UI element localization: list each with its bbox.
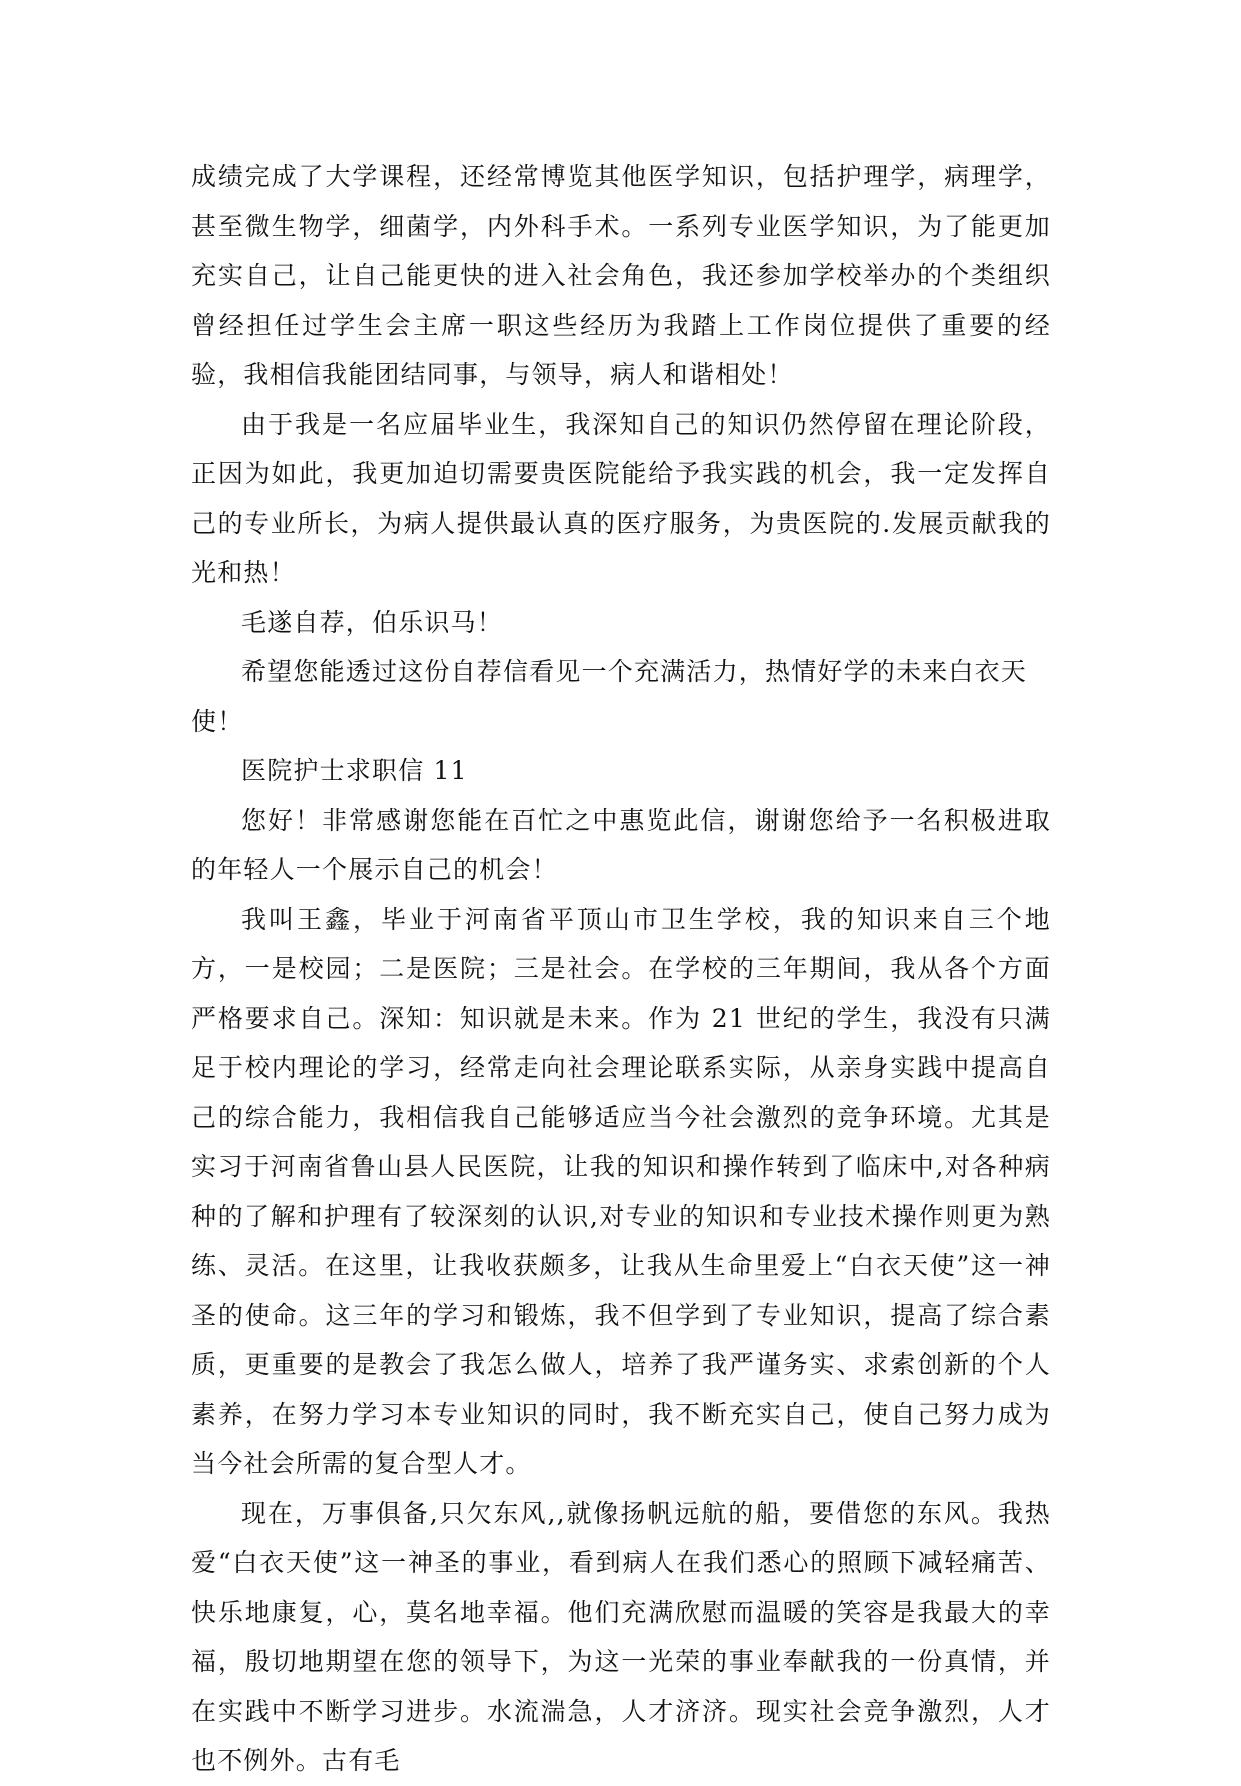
letter-body	[191, 152, 1051, 1786]
paragraph-self-recommend: 毛遂自荐，伯乐识马！	[241, 607, 504, 637]
section-title: 医院护士求职信 11	[241, 756, 468, 785]
paragraph-graduate: 由于我是一名应届毕业生，我深知自己的知识仍然停留在理论阶段，正因为如此，我更加迫切需要贵医院能给予我实践的机会，我一定发挥自己的专业所长，为病人提供最认真的医疗服务，为贵医院的.发展贡献我的光和热！	[191, 409, 1051, 587]
paragraph-aspiration: 现在，万事俱备,只欠东风,,就像扬帆远航的船，要借您的东风。我热爱“白衣天使”这一神圣的事业，看到病人在我们悉心的照顾下减轻痛苦、快乐地康复，心，莫名地幸福。他们充满欣慰而温暖的笑容是我最大的幸福，殷切地期望在您的领导下，为这一光荣的事业奉献我的一份真情，并在实践中不断学习进步。水流湍急，人才济济。现实社会竞争激烈，人才也不例外。古有毛	[191, 1498, 1051, 1775]
paragraph-hope: 希望您能透过这份自荐信看见一个充满活力，热情好学的未来白衣天使！	[191, 657, 1028, 736]
paragraph-introduction: 我叫王鑫，毕业于河南省平顶山市卫生学校，我的知识来自三个地方，一是校园；二是医院；三是社会。在学校的三年期间，我从各个方面严格要求自己。深知：知识就是未来。作为 21 世纪的学生，我没有只满足于校内理论的学习，经常走向社会理论联系实际，从亲身实践中提高自己的综合能力，我相信我自己能够适应当今社会激烈的竞争环境。尤其是实习于河南省鲁山县人民医院，让我的知识和操作转到了临床中,对各种病种的了解和护理有了较深刻的认识,对专业的知识和专业技术操作则更为熟练、灵活。在这里，让我收获颇多，让我从生命里爱上“白衣天使”这一神圣的使命。这三年的学习和锻炼，我不但学到了专业知识，提高了综合素质，更重要的是教会了我怎么做人，培养了我严谨务实、求索创新的个人素养，在努力学习本专业知识的同时，我不断充实自己，使自己努力成为当今社会所需的复合型人才。	[191, 904, 1051, 1478]
paragraph-continuation: 成绩完成了大学课程，还经常博览其他医学知识，包括护理学，病理学，甚至微生物学，细菌学，内外科手术。一系列专业医学知识，为了能更加充实自己，让自己能更快的进入社会角色，我还参加学校举办的个类组织曾经担任过学生会主席一职这些经历为我踏上工作岗位提供了重要的经验，我相信我能团结同事，与领导，病人和谐相处！	[191, 162, 1051, 389]
paragraph-greeting: 您好！非常感谢您能在百忙之中惠览此信，谢谢您给予一名积极进取的年轻人一个展示自己的机会！	[191, 805, 1051, 884]
